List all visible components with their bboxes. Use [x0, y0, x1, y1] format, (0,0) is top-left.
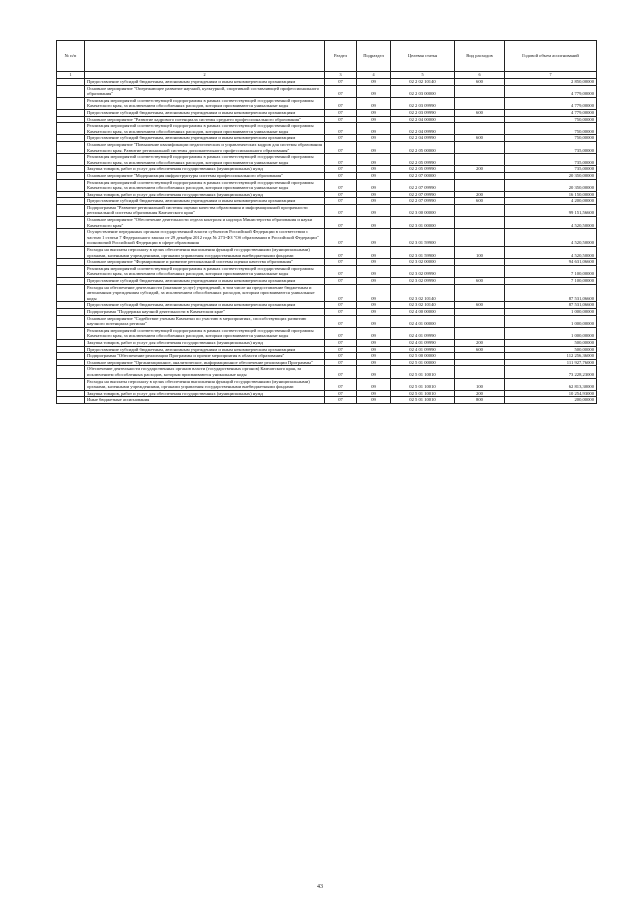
row-razdel-cell: 07 — [325, 116, 357, 123]
row-amount-cell: 735,00000 — [505, 154, 597, 166]
row-vid-cell: 600 — [455, 109, 505, 116]
row-razdel-cell: 07 — [325, 390, 357, 397]
row-razdel-cell: 07 — [325, 109, 357, 116]
row-vid-cell: 200 — [455, 191, 505, 198]
row-num-cell — [57, 397, 85, 404]
row-num-cell — [57, 97, 85, 109]
row-podrazdel-cell: 09 — [357, 308, 391, 315]
row-target-cell: 02 2 07 09990 — [391, 179, 455, 191]
row-vid-cell — [455, 366, 505, 378]
row-num-cell — [57, 229, 85, 247]
row-name-cell: Основное мероприятие "Содействие ученым Камчатки по участию в мероприятиях, способствующих развитию научного потенциала региона" — [85, 315, 325, 327]
row-num-cell — [57, 172, 85, 179]
row-podrazdel-cell: 09 — [357, 378, 391, 390]
row-target-cell: 02 2 03 00000 — [391, 85, 455, 97]
row-name-cell: Предоставление субсидий бюджетным, автономным учреждениям и иным некоммерческим организациям — [85, 135, 325, 142]
table-row — [57, 198, 597, 205]
row-vid-cell — [455, 308, 505, 315]
row-target-cell: 02 3 02 10140 — [391, 302, 455, 309]
table-row — [57, 166, 597, 173]
row-name-cell: Основное мероприятие "Развитие кадрового потенциала системы среднего профессионального образования" — [85, 116, 325, 123]
row-num-cell — [57, 308, 85, 315]
row-num-cell — [57, 247, 85, 259]
table-body — [57, 79, 597, 404]
row-num-cell — [57, 79, 85, 86]
row-vid-cell — [455, 327, 505, 339]
row-razdel-cell: 07 — [325, 366, 357, 378]
table-row — [57, 179, 597, 191]
row-target-cell: 02 5 01 10010 — [391, 397, 455, 404]
row-name-cell: Реализация мероприятий соответствующей подпрограммы в рамках соответствующей государственной программы Камчатского края, за исключением обособленных расходов, которым присваиваются уникальные коды — [85, 123, 325, 135]
row-podrazdel-cell: 09 — [357, 359, 391, 366]
row-target-cell: 02 2 03 09990 — [391, 97, 455, 109]
row-amount-cell: 4 779,00000 — [505, 85, 597, 97]
row-num-cell — [57, 346, 85, 353]
row-vid-cell — [455, 217, 505, 229]
table-row — [57, 135, 597, 142]
row-razdel-cell: 07 — [325, 217, 357, 229]
row-podrazdel-cell: 09 — [357, 166, 391, 173]
row-num-cell — [57, 353, 85, 360]
row-name-cell: Расходы на выплаты персоналу в целях обеспечения выполнения функций государственными (муниципальными) органами, казенными учреждениями, органами управления государственными внебюджетными фондами — [85, 247, 325, 259]
row-num-cell — [57, 85, 85, 97]
row-name-cell: Подпрограмма "Развитие региональной системы оценки качества образования и информационной прозрачности региональной системы образования Камчатского края" — [85, 204, 325, 216]
table-row — [57, 191, 597, 198]
row-podrazdel-cell: 09 — [357, 315, 391, 327]
budget-allocation-table — [56, 40, 597, 404]
row-podrazdel-cell: 09 — [357, 284, 391, 302]
table-row — [57, 315, 597, 327]
row-target-cell: 02 2 07 00000 — [391, 172, 455, 179]
column-number-row — [57, 72, 597, 79]
row-razdel-cell: 07 — [325, 198, 357, 205]
row-razdel-cell: 07 — [325, 302, 357, 309]
table-row — [57, 109, 597, 116]
row-vid-cell — [455, 265, 505, 277]
row-razdel-cell: 07 — [325, 141, 357, 153]
row-amount-cell: 112 256,36000 — [505, 353, 597, 360]
row-vid-cell: 800 — [455, 397, 505, 404]
row-vid-cell — [455, 123, 505, 135]
table-row — [57, 346, 597, 353]
row-target-cell: 02 3 01 59900 — [391, 229, 455, 247]
row-num-cell — [57, 359, 85, 366]
row-name-cell: Подпрограмма "Поддержка научной деятельности в Камчатском крае" — [85, 308, 325, 315]
row-podrazdel-cell: 09 — [357, 97, 391, 109]
row-podrazdel-cell: 09 — [357, 346, 391, 353]
row-podrazdel-cell: 09 — [357, 353, 391, 360]
row-target-cell: 02 3 02 10140 — [391, 284, 455, 302]
row-num-cell — [57, 123, 85, 135]
table-row — [57, 172, 597, 179]
row-name-cell: Основное мероприятие "Модернизация инфраструктуры системы профессионального образования" — [85, 172, 325, 179]
row-podrazdel-cell: 09 — [357, 141, 391, 153]
row-num-cell — [57, 284, 85, 302]
row-num-cell — [57, 116, 85, 123]
row-target-cell: 02 3 01 59900 — [391, 247, 455, 259]
row-razdel-cell: 07 — [325, 359, 357, 366]
row-razdel-cell: 07 — [325, 154, 357, 166]
row-name-cell: Основное мероприятие "Формирование и развитие региональной системы оценки качества образования" — [85, 259, 325, 266]
row-vid-cell: 100 — [455, 378, 505, 390]
row-razdel-cell: 07 — [325, 97, 357, 109]
row-amount-cell: 1 000,00000 — [505, 308, 597, 315]
row-num-cell — [57, 278, 85, 285]
row-num-cell — [57, 179, 85, 191]
row-razdel-cell: 07 — [325, 339, 357, 346]
row-amount-cell: 99 151,56600 — [505, 204, 597, 216]
row-razdel-cell: 07 — [325, 247, 357, 259]
table-row — [57, 339, 597, 346]
row-podrazdel-cell: 09 — [357, 172, 391, 179]
row-vid-cell — [455, 284, 505, 302]
row-razdel-cell: 07 — [325, 353, 357, 360]
row-target-cell: 02 2 07 09990 — [391, 191, 455, 198]
row-target-cell: 02 3 02 09990 — [391, 265, 455, 277]
col-number: 2 — [85, 72, 325, 79]
row-amount-cell: 4 779,00000 — [505, 109, 597, 116]
table-row — [57, 204, 597, 216]
row-razdel-cell: 07 — [325, 308, 357, 315]
row-podrazdel-cell: 09 — [357, 179, 391, 191]
row-podrazdel-cell: 09 — [357, 366, 391, 378]
table-row — [57, 259, 597, 266]
row-target-cell: 02 3 01 00000 — [391, 217, 455, 229]
row-amount-cell: 10 254,93000 — [505, 390, 597, 397]
row-amount-cell: 4 520,50000 — [505, 247, 597, 259]
row-vid-cell — [455, 353, 505, 360]
row-num-cell — [57, 259, 85, 266]
row-target-cell: 02 2 05 09990 — [391, 154, 455, 166]
row-name-cell: Закупка товаров, работ и услуг для обеспечения государственных (муниципальных) нужд — [85, 166, 325, 173]
table-row — [57, 359, 597, 366]
row-num-cell — [57, 302, 85, 309]
row-name-cell: Основное мероприятие "Повышение квалификации педагогических и управленческих кадров для системы образования Камчатского края. Развитие региональной системы дополнительного профессионального образования" — [85, 141, 325, 153]
row-name-cell: Основное мероприятие "Организационное, аналитическое, информационное обеспечение реализации Программы" — [85, 359, 325, 366]
row-target-cell: 02 3 02 09990 — [391, 278, 455, 285]
row-name-cell: Основное мероприятие "Обеспечение деятельности отдела контроля и надзора Министерства образования и науки Камчатского края" — [85, 217, 325, 229]
row-podrazdel-cell: 09 — [357, 204, 391, 216]
table-row — [57, 154, 597, 166]
row-razdel-cell: 07 — [325, 315, 357, 327]
row-amount-cell: 735,00000 — [505, 166, 597, 173]
row-amount-cell: 73 228,23000 — [505, 366, 597, 378]
row-amount-cell: 1 000,00000 — [505, 327, 597, 339]
row-name-cell: Закупка товаров, работ и услуг для обеспечения государственных (муниципальных) нужд — [85, 191, 325, 198]
row-vid-cell — [455, 204, 505, 216]
header-podrazdel: Подраздел — [357, 41, 391, 72]
budget-table-page — [56, 40, 596, 404]
row-name-cell: Реализация мероприятий соответствующей подпрограммы в рамках соответствующей государственной программы Камчатского края, за исключением обособленных расходов, которым присваиваются уникальные коды — [85, 327, 325, 339]
row-num-cell — [57, 378, 85, 390]
row-name-cell: Иные бюджетные ассигнования — [85, 397, 325, 404]
col-number: 5 — [391, 72, 455, 79]
table-row — [57, 308, 597, 315]
row-vid-cell: 200 — [455, 166, 505, 173]
row-razdel-cell: 07 — [325, 327, 357, 339]
row-razdel-cell: 07 — [325, 204, 357, 216]
row-podrazdel-cell: 09 — [357, 116, 391, 123]
row-vid-cell: 100 — [455, 247, 505, 259]
row-amount-cell: 4 200,00000 — [505, 198, 597, 205]
row-num-cell — [57, 315, 85, 327]
row-podrazdel-cell: 09 — [357, 327, 391, 339]
row-podrazdel-cell: 09 — [357, 229, 391, 247]
table-row — [57, 265, 597, 277]
row-name-cell: Подпрограмма "Обеспечение реализации Программы и прочие мероприятия в области образования" — [85, 353, 325, 360]
row-target-cell: 02 2 05 00000 — [391, 141, 455, 153]
row-vid-cell: 600 — [455, 346, 505, 353]
row-target-cell: 02 2 07 09990 — [391, 198, 455, 205]
row-vid-cell — [455, 172, 505, 179]
row-amount-cell: 62 813,30000 — [505, 378, 597, 390]
row-num-cell — [57, 366, 85, 378]
row-podrazdel-cell: 09 — [357, 135, 391, 142]
row-razdel-cell: 07 — [325, 378, 357, 390]
row-vid-cell — [455, 259, 505, 266]
table-row — [57, 302, 597, 309]
row-name-cell: Закупка товаров, работ и услуг для обеспечения государственных (муниципальных) нужд — [85, 390, 325, 397]
row-razdel-cell: 07 — [325, 265, 357, 277]
row-razdel-cell: 07 — [325, 179, 357, 191]
row-podrazdel-cell: 09 — [357, 247, 391, 259]
col-number: 3 — [325, 72, 357, 79]
header-amount: Годовой объем ассигнований — [505, 41, 597, 72]
row-num-cell — [57, 141, 85, 153]
row-podrazdel-cell: 09 — [357, 198, 391, 205]
row-num-cell — [57, 204, 85, 216]
table-row — [57, 217, 597, 229]
row-vid-cell: 600 — [455, 135, 505, 142]
table-row — [57, 278, 597, 285]
row-target-cell: 02 5 01 00000 — [391, 359, 455, 366]
row-razdel-cell: 07 — [325, 259, 357, 266]
row-podrazdel-cell: 09 — [357, 154, 391, 166]
table-row — [57, 141, 597, 153]
table-row — [57, 397, 597, 404]
row-num-cell — [57, 191, 85, 198]
row-num-cell — [57, 166, 85, 173]
row-target-cell: 02 4 01 00000 — [391, 315, 455, 327]
row-num-cell — [57, 154, 85, 166]
row-num-cell — [57, 339, 85, 346]
col-number: 1 — [57, 72, 85, 79]
row-vid-cell — [455, 116, 505, 123]
row-razdel-cell: 07 — [325, 278, 357, 285]
row-razdel-cell: 07 — [325, 172, 357, 179]
row-razdel-cell: 07 — [325, 79, 357, 86]
row-name-cell: Предоставление субсидий бюджетным, автономным учреждениям и иным некоммерческим организациям — [85, 278, 325, 285]
row-name-cell: Реализация мероприятий соответствующей подпрограммы в рамках соответствующей государственной программы Камчатского края, за исключением обособленных расходов, которым присваиваются уникальные коды — [85, 97, 325, 109]
row-amount-cell: 111 927,76000 — [505, 359, 597, 366]
row-vid-cell — [455, 141, 505, 153]
row-num-cell — [57, 327, 85, 339]
row-podrazdel-cell: 09 — [357, 397, 391, 404]
row-target-cell: 02 2 04 09990 — [391, 135, 455, 142]
row-podrazdel-cell: 09 — [357, 109, 391, 116]
row-vid-cell — [455, 229, 505, 247]
row-vid-cell — [455, 315, 505, 327]
row-vid-cell — [455, 154, 505, 166]
header-num: № п/п — [57, 41, 85, 72]
row-target-cell: 02 5 01 10010 — [391, 378, 455, 390]
row-target-cell: 02 3 00 00000 — [391, 204, 455, 216]
row-razdel-cell: 07 — [325, 346, 357, 353]
row-num-cell — [57, 265, 85, 277]
row-num-cell — [57, 135, 85, 142]
row-podrazdel-cell: 09 — [357, 339, 391, 346]
row-target-cell: 02 4 01 09990 — [391, 327, 455, 339]
row-amount-cell: 4 520,50000 — [505, 217, 597, 229]
row-vid-cell: 200 — [455, 339, 505, 346]
table-row — [57, 378, 597, 390]
table-row — [57, 123, 597, 135]
table-row — [57, 85, 597, 97]
row-name-cell: Закупка товаров, работ и услуг для обеспечения государственных (муниципальных) нужд — [85, 339, 325, 346]
row-target-cell: 02 4 01 09990 — [391, 339, 455, 346]
row-num-cell — [57, 109, 85, 116]
row-amount-cell: 20 350,00000 — [505, 179, 597, 191]
row-name-cell: Реализация мероприятий соответствующей подпрограммы в рамках соответствующей государственной программы Камчатского края, за исключением обособленных расходов, которым присваиваются уникальные коды — [85, 179, 325, 191]
row-amount-cell: 7 100,00000 — [505, 265, 597, 277]
row-amount-cell: 735,00000 — [505, 141, 597, 153]
row-amount-cell: 7 100,00000 — [505, 278, 597, 285]
row-podrazdel-cell: 09 — [357, 123, 391, 135]
row-name-cell: Обеспечение деятельности государственных органов власти (государственных органов) Камчатского края, за исключением обособленных расходов, которым присваиваются уникальные коды — [85, 366, 325, 378]
row-name-cell: Осуществление переданных органам государственной власти субъектов Российской Федерации в соответствии с частью 1 статьи 7 Федерального закона от 29 декабря 2012 года № 273-ФЗ "Об образовании в Российской Федерации" полномочий Российской Федерации в сфере образования — [85, 229, 325, 247]
row-amount-cell: 16 150,00000 — [505, 191, 597, 198]
row-amount-cell: 20 350,00000 — [505, 172, 597, 179]
row-vid-cell: 600 — [455, 79, 505, 86]
row-target-cell: 02 3 02 00000 — [391, 259, 455, 266]
row-num-cell — [57, 198, 85, 205]
row-podrazdel-cell: 09 — [357, 302, 391, 309]
row-amount-cell: 87 531,06600 — [505, 284, 597, 302]
row-podrazdel-cell: 09 — [357, 390, 391, 397]
row-razdel-cell: 07 — [325, 135, 357, 142]
page-number: 43 — [317, 884, 323, 890]
row-podrazdel-cell: 09 — [357, 259, 391, 266]
table-row — [57, 79, 597, 86]
row-target-cell: 02 2 04 00000 — [391, 116, 455, 123]
row-name-cell: Предоставление субсидий бюджетным, автономным учреждениям и иным некоммерческим организациям — [85, 109, 325, 116]
row-razdel-cell: 07 — [325, 229, 357, 247]
row-vid-cell: 200 — [455, 390, 505, 397]
row-target-cell: 02 5 00 00000 — [391, 353, 455, 360]
col-number: 6 — [455, 72, 505, 79]
row-target-cell: 02 2 04 09990 — [391, 123, 455, 135]
row-target-cell: 02 4 00 00000 — [391, 308, 455, 315]
col-number: 7 — [505, 72, 597, 79]
row-name-cell: Предоставление субсидий бюджетным, автономным учреждениям и иным некоммерческим организациям — [85, 198, 325, 205]
table-row — [57, 229, 597, 247]
table-row — [57, 116, 597, 123]
row-podrazdel-cell: 09 — [357, 278, 391, 285]
row-name-cell: Основное мероприятие "Опережающее развитие научной, культурной, спортивной составляющей профессионального образования" — [85, 85, 325, 97]
row-name-cell: Предоставление субсидий бюджетным, автономным учреждениям и иным некоммерческим организациям — [85, 302, 325, 309]
table-header — [57, 41, 597, 79]
row-name-cell: Предоставление субсидий бюджетным, автономным учреждениям и иным некоммерческим организациям — [85, 79, 325, 86]
table-row — [57, 247, 597, 259]
row-target-cell: 02 2 02 10140 — [391, 79, 455, 86]
row-razdel-cell: 07 — [325, 123, 357, 135]
row-razdel-cell: 07 — [325, 284, 357, 302]
row-name-cell: Расходы на выплаты персоналу в целях обеспечения выполнения функций государственными (муниципальными) органами, казенными учреждениями, органами управления государственными внебюджетными фондами — [85, 378, 325, 390]
header-name — [85, 41, 325, 72]
table-row — [57, 284, 597, 302]
row-num-cell — [57, 390, 85, 397]
row-amount-cell: 2 850,00000 — [505, 79, 597, 86]
row-target-cell: 02 2 05 09990 — [391, 166, 455, 173]
table-row — [57, 353, 597, 360]
row-amount-cell: 94 631,06600 — [505, 259, 597, 266]
row-razdel-cell: 07 — [325, 397, 357, 404]
row-razdel-cell: 07 — [325, 191, 357, 198]
row-amount-cell: 500,00000 — [505, 346, 597, 353]
row-vid-cell — [455, 359, 505, 366]
table-row — [57, 97, 597, 109]
row-podrazdel-cell: 09 — [357, 191, 391, 198]
table-row — [57, 390, 597, 397]
row-amount-cell: 750,00000 — [505, 123, 597, 135]
row-amount-cell: 87 531,06600 — [505, 302, 597, 309]
row-target-cell: 02 4 01 09990 — [391, 346, 455, 353]
row-vid-cell — [455, 85, 505, 97]
row-amount-cell: 4 779,00000 — [505, 97, 597, 109]
row-target-cell: 02 2 03 09990 — [391, 109, 455, 116]
row-vid-cell: 600 — [455, 198, 505, 205]
row-vid-cell: 600 — [455, 278, 505, 285]
row-vid-cell: 600 — [455, 302, 505, 309]
header-vid: Вид расходов — [455, 41, 505, 72]
row-name-cell: Предоставление субсидий бюджетным, автономным учреждениям и иным некоммерческим организациям — [85, 346, 325, 353]
header-target: Целевая статья — [391, 41, 455, 72]
row-amount-cell: 750,00000 — [505, 116, 597, 123]
table-row — [57, 327, 597, 339]
row-amount-cell: 500,00000 — [505, 339, 597, 346]
row-name-cell: Реализация мероприятий соответствующей подпрограммы в рамках соответствующей государственной программы Камчатского края, за исключением обособленных расходов, которым присваиваются уникальные коды — [85, 265, 325, 277]
header-razdel: Раздел — [325, 41, 357, 72]
row-target-cell: 02 5 01 10010 — [391, 366, 455, 378]
row-amount-cell: 750,00000 — [505, 135, 597, 142]
row-name-cell: Реализация мероприятий соответствующей подпрограммы в рамках соответствующей государственной программы Камчатского края, за исключением обособленных расходов, которым присваиваются уникальные коды — [85, 154, 325, 166]
row-vid-cell — [455, 179, 505, 191]
row-razdel-cell: 07 — [325, 85, 357, 97]
row-amount-cell: 4 520,50000 — [505, 229, 597, 247]
row-podrazdel-cell: 09 — [357, 79, 391, 86]
row-podrazdel-cell: 09 — [357, 217, 391, 229]
col-number: 4 — [357, 72, 391, 79]
table-row — [57, 366, 597, 378]
row-podrazdel-cell: 09 — [357, 85, 391, 97]
row-name-cell: Расходы на обеспечение деятельности (оказание услуг) учреждений, в том числе на предоставление бюджетным и автономным учреждениям субсидий, за исключением обособленных расходов, которым присваиваются уникальные коды — [85, 284, 325, 302]
row-razdel-cell: 07 — [325, 166, 357, 173]
row-podrazdel-cell: 09 — [357, 265, 391, 277]
row-amount-cell: 1 000,00000 — [505, 315, 597, 327]
row-target-cell: 02 5 01 10010 — [391, 390, 455, 397]
row-num-cell — [57, 217, 85, 229]
row-amount-cell: 200,00000 — [505, 397, 597, 404]
row-vid-cell — [455, 97, 505, 109]
